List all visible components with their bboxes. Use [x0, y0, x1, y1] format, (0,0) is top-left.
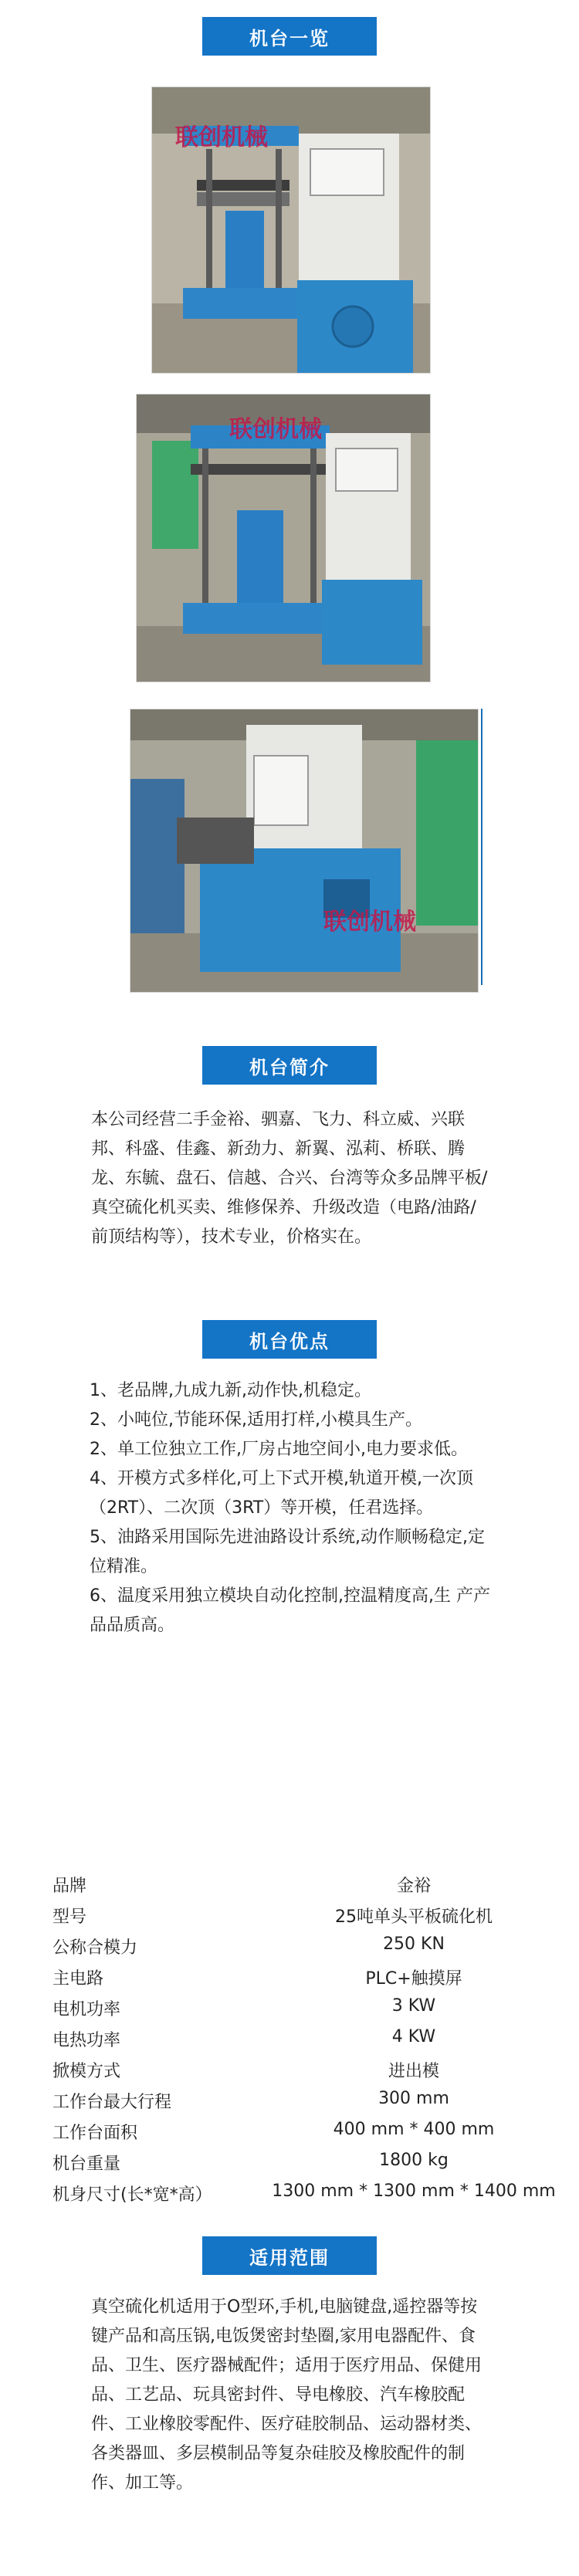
section-title-scope: 适用范围 — [202, 2236, 377, 2275]
watermark: 联创机械 — [323, 909, 416, 936]
advantage-item: 2、小吨位,节能环保,适用打样,小模具生产。 — [90, 1410, 422, 1430]
spec-row — [52, 1904, 570, 1935]
scope-text: 真空硫化机适用于O型环,手机,电脑键盘,遥控器等按键产品和高压锅,电饭煲密封垫圈,家用电器配件、食品、卫生、医疗器械配件；适用于医疗用品、保健用品、工艺品、玩具密封件、导电橡胶、汽车橡胶配件、工业橡胶零配件、医疗硅胶制品、运动器材类、各类器皿、多层模制品等复杂硅胶及橡胶配件的制作、加工等。 — [91, 2297, 482, 2493]
watermark: 联创机械 — [175, 124, 268, 151]
spec-value: 300 mm — [378, 2089, 449, 2108]
advantages-list — [90, 1376, 493, 1640]
spec-value: 进出模 — [388, 2062, 439, 2081]
spec-value: 4 KW — [391, 2027, 436, 2046]
advantage-item: 5、油路采用国际先进油路设计系统,动作顺畅稳定,定位精准。 — [90, 1528, 485, 1576]
spec-value: 25吨单头平板硫化机 — [335, 1907, 493, 1927]
machine-photo-3 — [130, 709, 479, 993]
section-title-overview: 机台一览 — [202, 17, 377, 56]
divider-line — [481, 709, 482, 985]
advantage-item: 6、温度采用独立模块自动化控制,控温精度高,生 产产品品质高。 — [90, 1586, 490, 1635]
spec-key: 公称合模力 — [52, 1938, 138, 1958]
advantage-item: 1、老品牌,九成九新,动作快,机稳定。 — [90, 1381, 371, 1400]
spec-key: 机身尺寸(长*宽*高） — [52, 2185, 212, 2205]
spec-row — [52, 1965, 570, 1996]
spec-value: 金裕 — [396, 1877, 431, 1896]
machine-photo-1 — [151, 86, 431, 374]
section-title-intro: 机台简介 — [202, 1046, 377, 1085]
spec-value: PLC+触摸屏 — [365, 1969, 462, 1989]
spec-key: 主电路 — [52, 1969, 104, 1989]
spec-row — [52, 1935, 570, 1965]
spec-row — [52, 1996, 570, 2027]
advantage-item: 4、开模方式多样化,可上下式开模,轨道开模,一次顶（2RT）、二次顶（3RT）等开模，任君选择。 — [90, 1469, 473, 1518]
spec-key: 品牌 — [52, 1877, 87, 1896]
intro-text: 本公司经营二手金裕、驷嘉、飞力、科立威、兴联邦、科盛、佳鑫、新劲力、新翼、泓莉、桥联、腾龙、东毓、盘石、信越、合兴、台湾等众多品牌平板/真空硫化机买卖、维修保养、升级改造（电路/油路/前顶结构等），技术专业，价格实在。 — [91, 1110, 488, 1247]
spec-row — [52, 2027, 570, 2058]
spec-key: 掀模方式 — [52, 2062, 121, 2081]
section-title-advantages: 机台优点 — [202, 1320, 377, 1359]
spec-row — [52, 2182, 570, 2212]
spec-value: 1300 mm * 1300 mm * 1400 mm — [272, 2182, 556, 2201]
machine-photo-2 — [136, 394, 431, 682]
spec-row — [52, 2120, 570, 2151]
spec-key: 电热功率 — [52, 2031, 121, 2050]
spec-value: 3 KW — [391, 1996, 436, 2016]
spec-key: 电机功率 — [52, 2000, 121, 2019]
spec-row — [52, 2089, 570, 2120]
spec-value: 1800 kg — [379, 2151, 449, 2170]
spec-key: 工作台面积 — [52, 2124, 138, 2143]
spec-row — [52, 2058, 570, 2089]
spec-row — [52, 1873, 570, 1904]
advantage-item: 2、单工位独立工作,厂房占地空间小,电力要求低。 — [90, 1440, 468, 1459]
spec-value: 400 mm * 400 mm — [333, 2120, 495, 2139]
spec-value: 250 KN — [383, 1935, 445, 1954]
spec-key: 机台重量 — [52, 2155, 121, 2174]
spec-key: 工作台最大行程 — [52, 2093, 172, 2112]
specs-table — [52, 1873, 570, 2212]
spec-row — [52, 2151, 570, 2182]
spec-key: 型号 — [52, 1907, 87, 1927]
watermark: 联创机械 — [229, 416, 322, 443]
